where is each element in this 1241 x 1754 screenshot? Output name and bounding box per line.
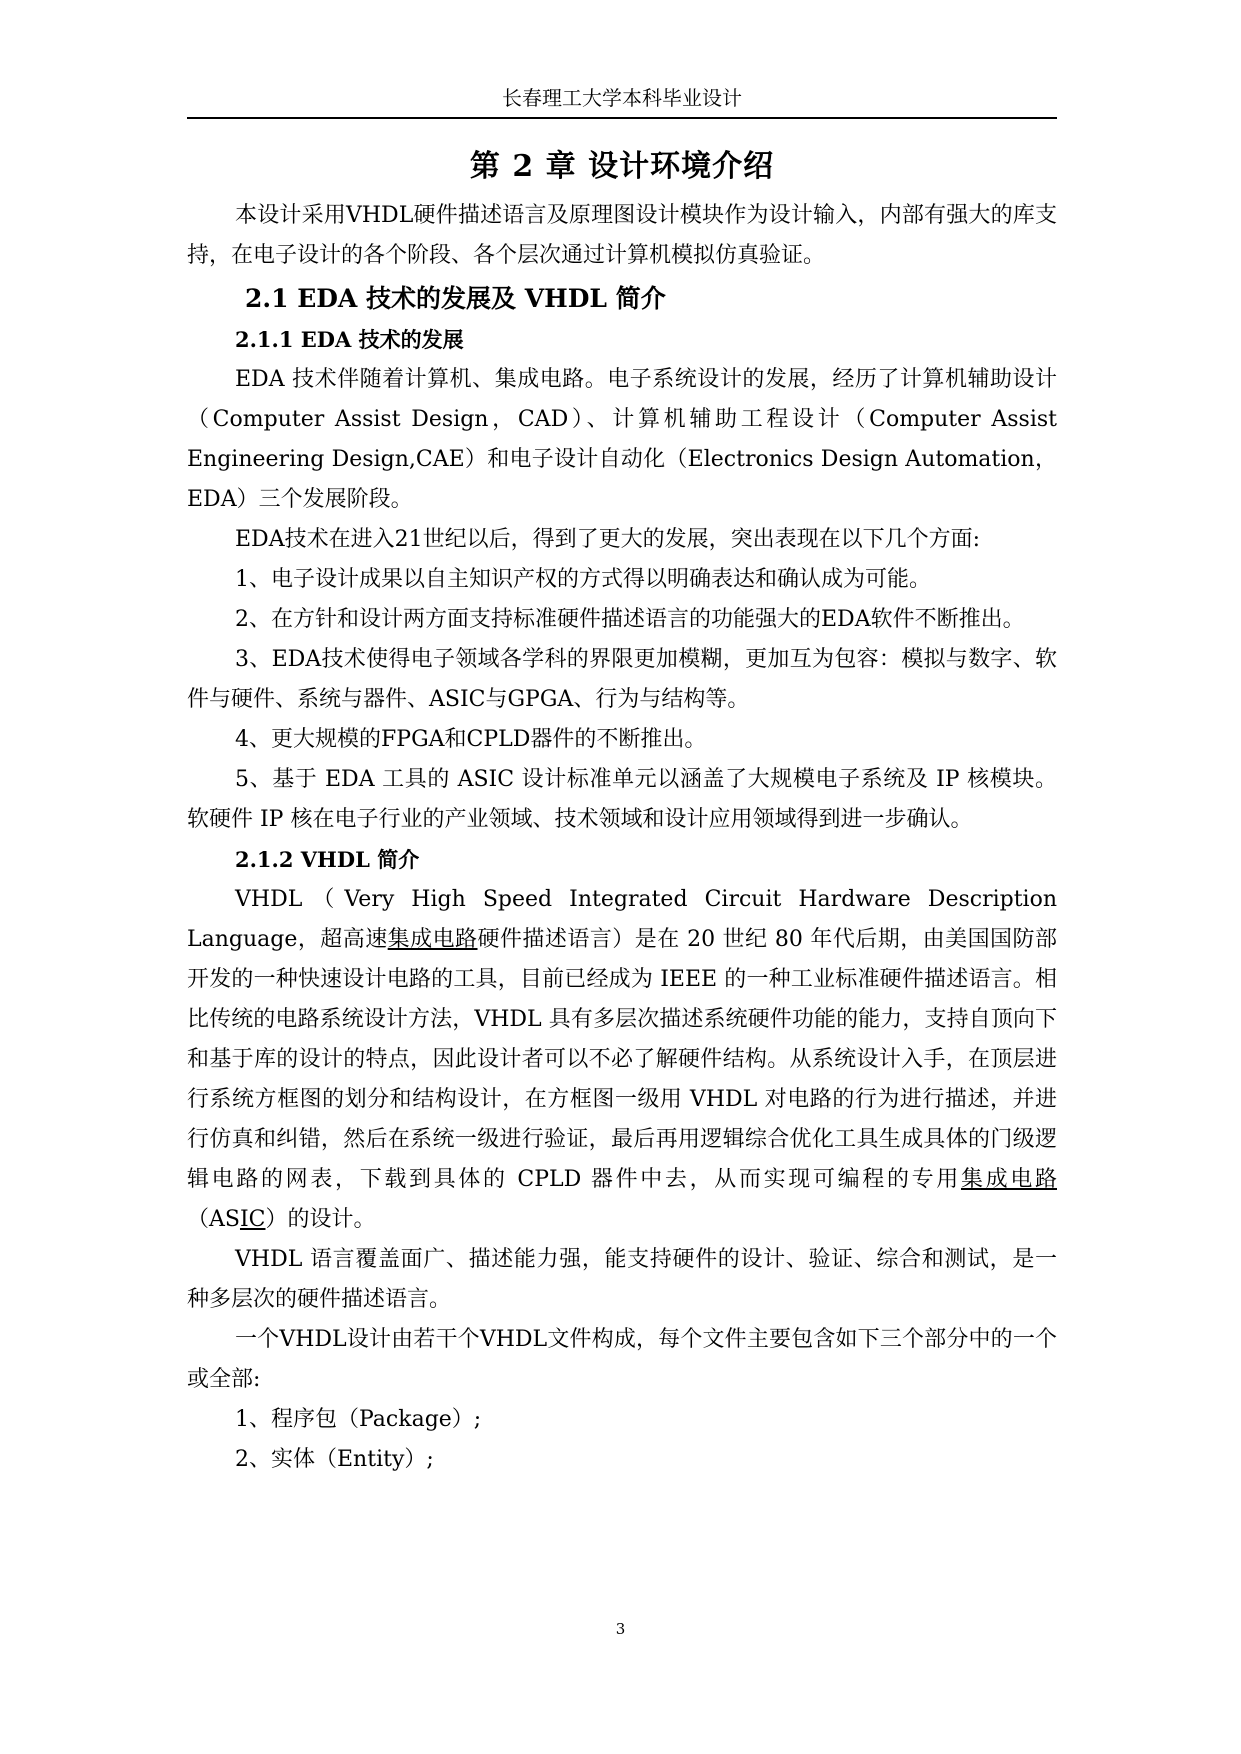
- vhdl-intro-text-b: 硬件描述语言）是在 20 世纪 80 年代后期，由美国国防部开发的一种快速设计电路的工具，目前已经成为 IEEE 的一种工业标准硬件描述语言。相比传统的电路系统设计方法，VHDL 具有多层次描述系统硬件功能的能力，支持自顶向下和基于库的设计的特点，因此设计者可以不必了解硬件结构。从系统设计入手，在顶层进行系统方框图的划分和结构设计，在方框图一级用 VHDL 对电路的行为进行描述，并进行仿真和纠错，然后在系统一级进行验证，最后再用逻辑综合优化工具生成具体的门级逻辑电路的网表，下载到具体的 CPLD 器件中去，从而实现可编程的专用: [187, 927, 1057, 1192]
- section-title-2-1: 2.1 EDA 技术的发展及 VHDL 简介: [245, 284, 666, 313]
- vhdl-intro-paragraph: [187, 880, 1057, 1240]
- chapter-title: 第 2 章 设计环境介绍: [469, 149, 775, 184]
- vhdl-list-item-entity: 2、实体（Entity）;: [235, 1447, 434, 1472]
- asic-ic-link[interactable]: IC: [239, 1207, 266, 1232]
- vhdl-list-item-package: 1、程序包（Package）;: [235, 1407, 482, 1432]
- integrated-circuit-link-2[interactable]: 集成电路: [960, 1167, 1057, 1192]
- vhdl-intro-text-d: ）的设计。: [265, 1207, 376, 1232]
- header-rule: [187, 117, 1057, 119]
- vhdl-intro-text-a: VHDL（Very High Speed Integrated Circuit Hardware Description Language，超高速: [187, 887, 1057, 952]
- integrated-circuit-link-1[interactable]: 集成电路: [387, 927, 478, 952]
- vhdl-structure-paragraph: 一个VHDL设计由若干个VHDL文件构成，每个文件主要包含如下三个部分中的一个或全部:: [187, 1327, 1057, 1392]
- eda-list-item-3: 3、EDA技术使得电子领域各学科的界限更加模糊，更加互为包容：模拟与数字、软件与硬件、系统与器件、ASIC与GPGA、行为与结构等。: [187, 647, 1057, 712]
- section-title-2-1-1: 2.1.1 EDA 技术的发展: [235, 327, 464, 352]
- page-header: 长春理工大学本科毕业设计: [502, 86, 742, 110]
- eda-list-item-4: 4、更大规模的FPGA和CPLD器件的不断推出。: [235, 727, 707, 752]
- page-content: [187, 144, 1057, 1480]
- eda-list-item-2: 2、在方针和设计两方面支持标准硬件描述语言的功能强大的EDA软件不断推出。: [235, 607, 1025, 632]
- eda-list-item-5: 5、基于 EDA 工具的 ASIC 设计标准单元以涵盖了大规模电子系统及 IP 核模块。软硬件 IP 核在电子行业的产业领域、技术领域和设计应用领域得到进一步确认。: [187, 767, 1057, 832]
- chapter-intro-paragraph: 本设计采用VHDL硬件描述语言及原理图设计模块作为设计输入，内部有强大的库支持，在电子设计的各个阶段、各个层次通过计算机模拟仿真验证。: [187, 203, 1057, 268]
- eda-21st-century-paragraph: EDA技术在进入21世纪以后，得到了更大的发展，突出表现在以下几个方面:: [235, 527, 980, 552]
- eda-history-paragraph: EDA 技术伴随着计算机、集成电路。电子系统设计的发展，经历了计算机辅助设计（Computer Assist Design，CAD）、计算机辅助工程设计（Computer Assist Engineering Design,CAE）和电子设计自动化（Electronics Design Automation，EDA）三个发展阶段。: [187, 367, 1057, 512]
- vhdl-intro-text-c: （AS: [187, 1207, 240, 1232]
- eda-list-item-1: 1、电子设计成果以自主知识产权的方式得以明确表达和确认成为可能。: [235, 567, 931, 592]
- page-number: 3: [615, 1620, 626, 1638]
- section-title-2-1-2: 2.1.2 VHDL 简介: [235, 847, 420, 872]
- vhdl-coverage-paragraph: VHDL 语言覆盖面广、描述能力强，能支持硬件的设计、验证、综合和测试，是一种多层次的硬件描述语言。: [187, 1247, 1057, 1312]
